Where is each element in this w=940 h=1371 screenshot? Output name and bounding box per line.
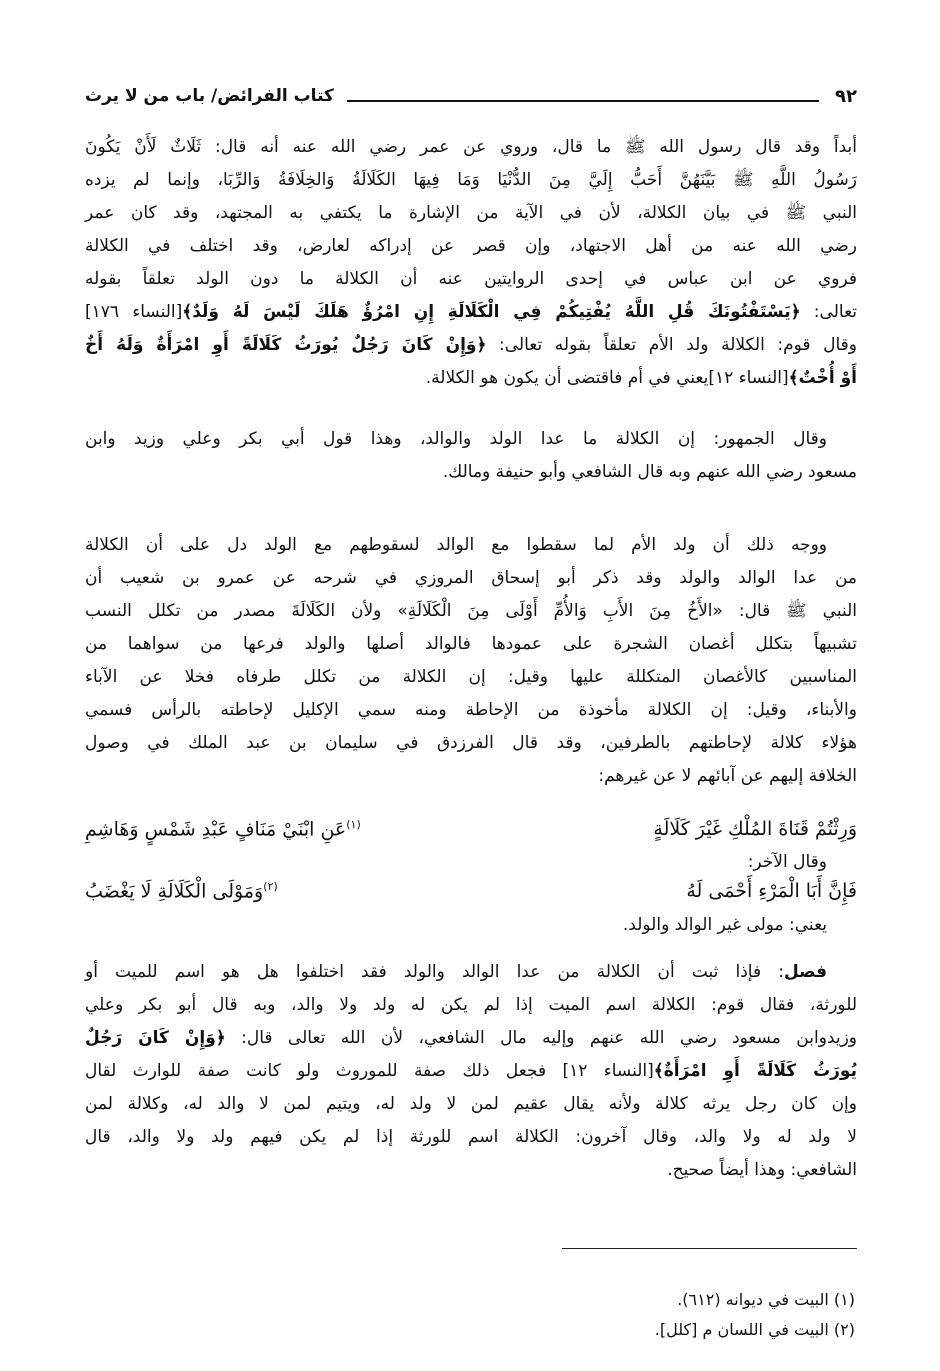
page-number: ٩٢ [835, 86, 857, 107]
body-text: المناسبين كالأغصان المتكللة عليها وقيل: إن الكلالة من تكلل طرفاه فخلا عن الآباء [85, 667, 857, 687]
text-line [85, 1154, 857, 1187]
verse-1-second-text: عَنِ ابْنَيْ مَنَافٍ عَبْدِ شَمْسٍ وَهَاشِمِ [85, 818, 347, 841]
quran-or-heading-text: فصل [783, 962, 827, 982]
body-text: من عدا الوالد والولد وقد ذكر أبو إسحاق المروزي في شرحه عن عمرو بن شعيب أن [85, 568, 857, 588]
verse-2 [85, 880, 857, 913]
body-text: لا ولد له ولا والد، وقال آخرون: الكلالة اسم للورثة إذا لم يكن فيهم ولد ولا والد، قال [85, 1127, 857, 1147]
text-line [85, 529, 857, 562]
body-text: ووجه ذلك أن ولد الأم لما سقطوا مع الوالد لسقوطهم مع الولد دل على أن الكلالة [85, 535, 827, 555]
body-text: الخلافة إليهم عن آبائهم لا عن غيرهم: [598, 766, 857, 786]
text-line [85, 164, 857, 197]
text-line [85, 628, 857, 661]
text-line [85, 661, 857, 694]
text-line [85, 131, 857, 164]
text-line [85, 456, 857, 489]
text-line [85, 989, 857, 1022]
footnote-ref-1: (١) [346, 818, 361, 831]
body-text: : فإذا ثبت أن الكلالة من عدا الوالد والولد فقد اختلفوا هل هو اسم للميت أو [85, 962, 784, 982]
header-rule [347, 100, 819, 102]
footnote-rule [562, 1248, 857, 1249]
text-line [85, 230, 857, 263]
body-text: أبداً وقد قال رسول الله ﷺ ما قال، وروي عن عمر رضي الله عنه أنه قال: ثَلَاثٌ لَأَنْ يَكُونَ [85, 137, 857, 157]
body-text: وإن كان رجل يرثه كلالة ولأنه يقال عقيم لمن لا ولد له، ويتيم لمن لا والد له، وكلالة لمن [85, 1094, 857, 1114]
text-line [85, 595, 857, 628]
paragraph-fasl [85, 956, 857, 1187]
footnote-1: (١) البيت في ديوانه (٦١٢). [677, 1290, 855, 1309]
verse-intro: وقال الآخر: [747, 852, 827, 872]
running-title: كتاب الفرائض/ باب من لا يرث [85, 86, 334, 106]
quran-or-heading-text: يُورَثُ كَلَالَةً أَوِ امْرَأَةٌ﴾ [653, 1061, 857, 1081]
verse-1-second-hemistich [85, 818, 361, 840]
text-line [85, 727, 857, 760]
body-text: للورثة، فقال قوم: الكلالة اسم الميت إذا لم يكن له ولد ولا والد، وبه قال أبو بكر وعلي [85, 995, 857, 1015]
text-line [85, 296, 857, 329]
body-text: [النساء ١٧٦] [85, 302, 183, 322]
quran-or-heading-text: ﴿يَسْتَفْتُونَكَ قُلِ اللَّهُ يُفْتِيكُمْ فِي الْكَلَالَةِ إِنِ امْرُؤٌ هَلَكَ لَيْسَ لَهُ وَلَدٌ﴾ [182, 302, 801, 322]
running-header [85, 86, 857, 114]
body-text: وقال قوم: الكلالة ولد الأم تعلقاً بقوله تعالى: [486, 335, 857, 355]
footnote-ref-2: (٢) [263, 880, 278, 893]
body-text: [النساء ١٢]يعني في أم فاقتضى أن يكون هو الكلالة. [425, 368, 789, 388]
text-line [85, 362, 857, 395]
verse-1-first-hemistich: وَرِثْتُمْ قَنَاةَ المُلْكِ غَيْرَ كَلَالَةٍ [653, 818, 857, 840]
body-text: رضي الله عنه من أهل الاجتهاد، وإن قصر عن إدراكه لعارض، وقد اختلف في الكلالة [85, 236, 857, 256]
text-line [85, 760, 857, 793]
paragraph-reasoning [85, 529, 857, 793]
quran-or-heading-text: ﴿وَإِنْ كَانَ رَجُلٌ [85, 1028, 226, 1048]
text-line [85, 562, 857, 595]
text-line [85, 956, 857, 989]
body-text: [النساء ١٢] فجعل ذلك صفة للموروث ولو كانت صفة للوارث لقال [85, 1061, 654, 1081]
verse-1 [85, 818, 857, 851]
paragraph-jumhur [85, 423, 857, 489]
footnote-2: (٢) البيت في اللسان م [كلل]. [654, 1320, 855, 1339]
text-line [85, 1121, 857, 1154]
body-text: تشبيهاً بتكلل أغصان الشجرة على عمودها فالوالد أصلها والولد فرعها من سواهما من [85, 634, 857, 654]
body-text: تعالى: [800, 302, 857, 322]
text-line [85, 1055, 857, 1088]
paragraph-kalala-definition [85, 131, 857, 395]
quran-or-heading-text: أَوْ أُخْتٌ﴾ [788, 368, 857, 388]
body-text: وقال الجمهور: إن الكلالة ما عدا الولد والوالد، وهذا قول أبي بكر وعلي وزيد وابن [85, 429, 827, 449]
body-text: فروي عن ابن عباس في إحدى الروايتين عنه أن الكلالة ما دون الولد تعلقاً بقوله [85, 269, 857, 289]
body-text: مسعود رضي الله عنهم وبه قال الشافعي وأبو حنيفة ومالك. [442, 462, 857, 482]
body-text: وزيدوابن مسعود رضي الله عنهم وإليه مال الشافعي، لأن الله تعالى قال: [225, 1028, 857, 1048]
body-text: النبي ﷺ قال: «الأَخُ مِنَ الأَبِ وَالأُمِّ أَوْلَى مِنَ الْكَلَالَةِ» ولأن الكَلَالَةَ مصدر من تكلل النسب [85, 601, 857, 621]
verse-2-second-hemistich [85, 880, 278, 902]
text-line [85, 1022, 857, 1055]
verse-gloss: يعني: مولى غير الوالد والولد. [622, 915, 827, 935]
body-text: والأبناء، وقيل: إن الكلالة مأخوذة من الإحاطة ومنه سمي الإكليل لإحاطته بالرأس فسمي [85, 700, 857, 720]
quran-or-heading-text: ﴿وَإِنْ كَانَ رَجُلٌ يُورَثُ كَلَالَةً أَوِ امْرَأَةٌ وَلَهُ أَخٌ [85, 335, 487, 355]
body-text: الشافعي: وهذا أيضاً صحيح. [667, 1160, 857, 1180]
verse-2-first-hemistich: فَإِنَّ أَبَا الْمَرْءِ أَحْمَى لَهُ [686, 880, 857, 902]
body-text: النبي ﷺ في بيان الكلالة، لأن في الآية من الإشارة ما يكتفي به المجتهد، وقد كان عمر [85, 203, 857, 223]
body-text: هؤلاء كلالة لإحاطتهم بالطرفين، وقد قال الفرزدق في سليمان بن عبد الملك في وصول [85, 733, 857, 753]
text-line [85, 694, 857, 727]
text-line [85, 423, 857, 456]
text-line [85, 197, 857, 230]
body-text: رَسُولُ اللَّهِ ﷺ بَيَّنَهُنَّ أَحَبُّ إِلَيَّ مِنَ الدُّنْيَا وَمَا فِيهَا الكَلَالَةُ وَالخِلَافَةُ وَالرِّبَا، وإنما لم يزده [85, 170, 857, 190]
verse-2-second-text: وَمَوْلَى الْكَلَالَةِ لَا يَغْضَبُ [85, 880, 264, 903]
text-line [85, 329, 857, 362]
text-line [85, 1088, 857, 1121]
text-line [85, 263, 857, 296]
